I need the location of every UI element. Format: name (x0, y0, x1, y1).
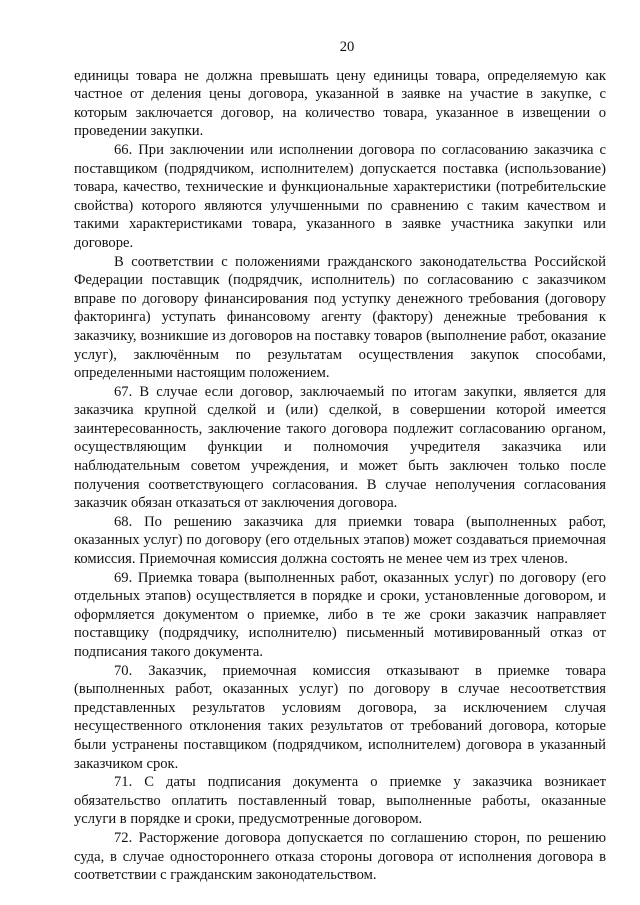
paragraph-72: 72. Расторжение договора допускается по соглашению сторон, по решению суда, в случае одностороннего отказа стороны договора от исполнения договора в соответствии с гражданским законодательством. (74, 829, 606, 884)
paragraph-70: 70. Заказчик, приемочная комиссия отказывают в приемке товара (выполненных работ, оказанных услуг) по договору в случае несоответствия представленных результатов условиям договора, за исключением случая несущественного отклонения таких результатов от требований договора, которые были устранены поставщиком (подрядчиком, исполнителем) договора в указанный заказчиком срок. (74, 662, 606, 772)
page-number: 20 (339, 39, 355, 55)
paragraph-66-factoring: В соответствии с положениями гражданского законодательства Российской Федерации поставщик (подрядчик, исполнитель) по согласованию с заказчиком вправе по договору финансирования под уступку денежного требования (договору факторинга) уступать финансовому агенту (фактору) денежные требования к заказчику, возникшие из договоров на поставку товаров (выполнение работ, оказание услуг), заключённым по результатам осуществления закупок способами, определенными настоящим положением. (74, 253, 606, 382)
paragraph-66: 66. При заключении или исполнении договора по согласованию заказчика с поставщиком (подрядчиком, исполнителем) допускается поставка (использование) товара, качество, технические и функциональные характеристики (потребительские свойства) которого являются улучшенными по сравнению с таким качеством и такими характеристиками товара, указанного в заявке участника закупки или договоре. (74, 141, 606, 251)
paragraph-continuation: единицы товара не должна превышать цену единицы товара, определяемую как частное от деления цены договора, указанной в заявке на участие в закупке, с которым заключается договор, на количество товара, указанное в извещении о проведении закупки. (74, 67, 606, 140)
paragraph-67: 67. В случае если договор, заключаемый по итогам закупки, является для заказчика крупной сделкой и (или) сделкой, в совершении которой имеется заинтересованность, заключение такого договора подлежит согласованию органом, осуществляющим функции и полномочия учредителя заказчика или наблюдательным советом учреждения, и может быть заключен только после получения соответствующего согласования. В случае неполучения согласования заказчик обязан отказаться от заключения договора. (74, 383, 606, 512)
paragraph-71: 71. С даты подписания документа о приемке у заказчика возникает обязательство оплатить поставленный товар, выполненные работы, оказанные услуги в порядке и сроки, предусмотренные договором. (74, 774, 606, 828)
paragraph-68: 68. По решению заказчика для приемки товара (выполненных работ, оказанных услуг) по договору (его отдельных этапов) может создаваться приемочная комиссия. Приемочная комиссия должна состоять не менее чем из трех членов. (74, 513, 606, 568)
paragraph-69: 69. Приемка товара (выполненных работ, оказанных услуг) по договору (его отдельных этапов) осуществляется в порядке и сроки, установленные договором, и оформляется документом о приемке, либо в те же сроки заказчик направляет поставщику (подрядчику, исполнителю) письменный мотивированный отказ от подписания такого документа. (74, 569, 606, 660)
